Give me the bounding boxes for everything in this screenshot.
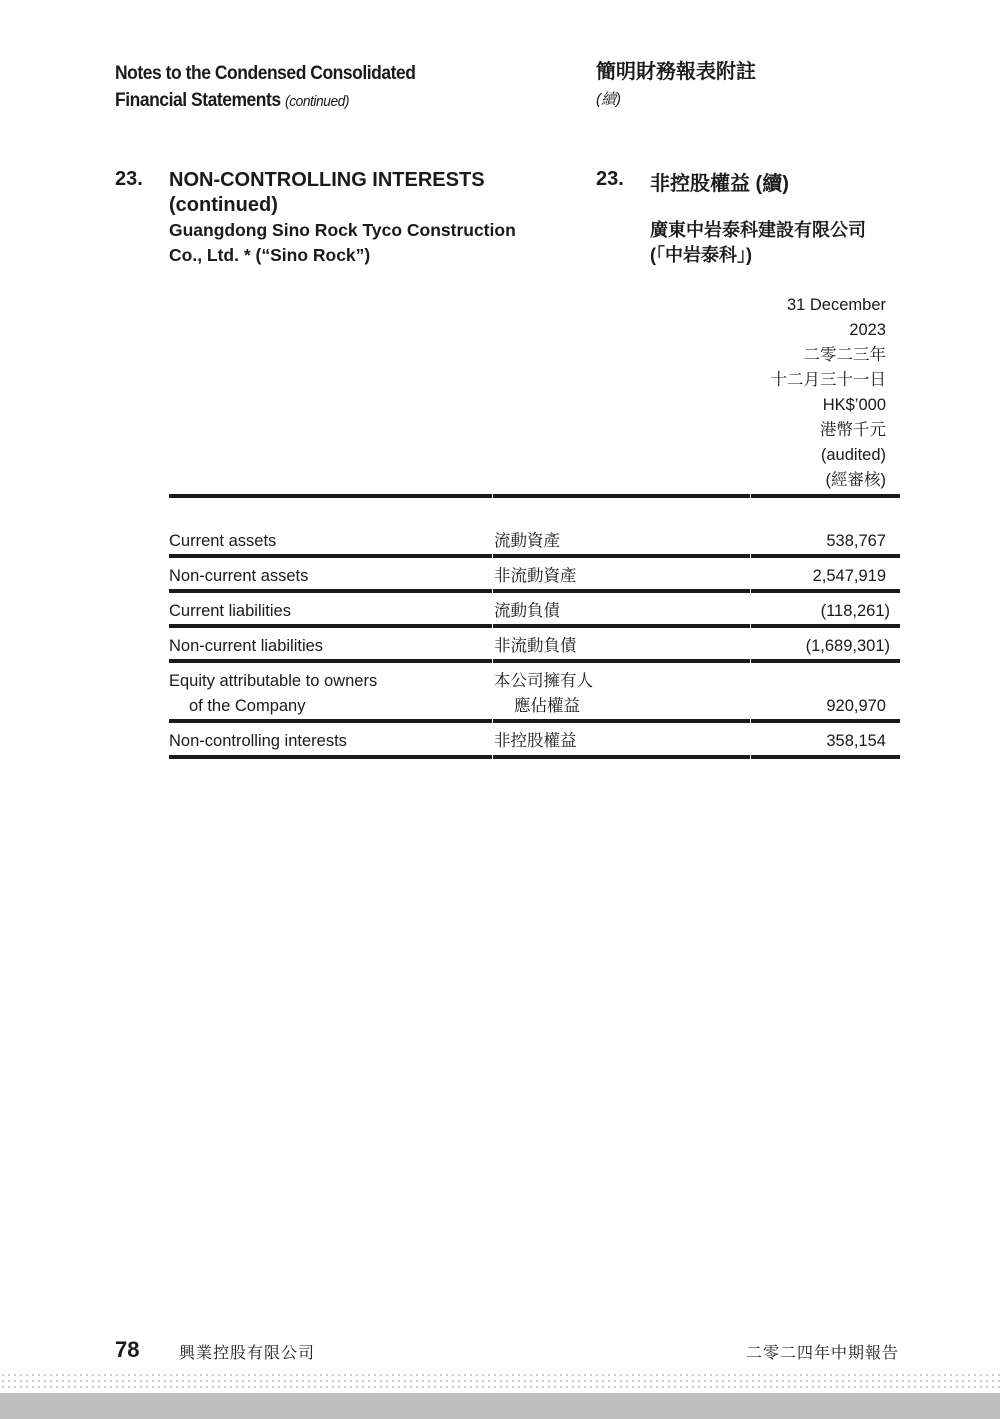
- row-rule: [169, 719, 900, 723]
- row-label-en: [169, 669, 377, 719]
- table-bottom-rule: [169, 755, 900, 759]
- column-separator: [492, 494, 493, 759]
- footer-report-title: 二零二四年中期報告: [745, 1345, 899, 1362]
- row-value: 538,767: [826, 532, 886, 550]
- row-label-en: Non-current assets: [169, 567, 309, 585]
- column-header: [771, 293, 887, 493]
- footer-grey-bar: [0, 1393, 1000, 1419]
- row-label-en: Non-controlling interests: [169, 732, 347, 750]
- column-header-year-en: 2023: [849, 321, 886, 339]
- row-value: 2,547,919: [812, 567, 886, 585]
- header-continued-zh: (續): [596, 91, 621, 108]
- row-rule: [169, 554, 900, 558]
- row-label-zh: 流動資產: [494, 532, 560, 550]
- row-rule: [169, 659, 900, 663]
- row-label-zh: 流動負債: [494, 602, 560, 620]
- column-header-audited-zh: (經審核): [825, 471, 886, 489]
- subsidiary-name-en: [169, 218, 589, 268]
- running-header-en: [115, 60, 415, 115]
- subsidiary-name-zh: [650, 218, 866, 268]
- column-header-year-zh: 二零二三年: [803, 346, 886, 364]
- row-label-zh: [494, 669, 593, 719]
- section-title-line2: (continued): [169, 194, 278, 216]
- row-label-en: Current liabilities: [169, 602, 291, 620]
- footer-dot-pattern: [0, 1372, 1000, 1392]
- row-label-zh: 非流動資產: [494, 567, 577, 585]
- page-number: 78: [115, 1337, 140, 1362]
- subsidiary-en-line2: Co., Ltd. * (“Sino Rock”): [169, 245, 371, 265]
- footer-company-name: 興業控股有限公司: [179, 1345, 316, 1362]
- header-title-line2: Financial Statements: [115, 90, 281, 111]
- row-label-zh-line1: 本公司擁有人: [494, 672, 593, 690]
- column-header-unit-zh: 港幣千元: [820, 421, 886, 439]
- header-title-line1: Notes to the Condensed Consolidated: [115, 63, 416, 84]
- subsidiary-zh-line2: (「中岩泰科」): [650, 245, 752, 265]
- row-rule: [169, 624, 900, 628]
- running-header-zh: [596, 58, 756, 114]
- section-number-en: 23.: [115, 168, 143, 190]
- row-value: (118,261): [820, 602, 890, 620]
- row-value: 920,970: [826, 697, 886, 715]
- section-number-zh: 23.: [596, 168, 624, 190]
- header-title-zh: 簡明財務報表附註: [596, 61, 756, 83]
- column-separator: [750, 494, 751, 759]
- subsidiary-en-line1: Guangdong Sino Rock Tyco Construction: [169, 220, 516, 240]
- row-value: (1,689,301): [805, 637, 890, 655]
- row-label-en-line2: of the Company: [189, 697, 306, 715]
- table-top-rule: [169, 494, 900, 498]
- column-header-date-en: 31 December: [786, 296, 886, 314]
- row-value: 358,154: [826, 732, 886, 750]
- subsidiary-zh-line1: 廣東中岩泰科建設有限公司: [650, 220, 866, 240]
- row-label-zh: 非流動負債: [494, 637, 577, 655]
- header-continued: (continued): [285, 93, 350, 110]
- section-title-line1: NON-CONTROLLING INTERESTS: [169, 169, 485, 191]
- row-label-en: Current assets: [169, 532, 277, 550]
- row-label-zh-line2: 應佔權益: [514, 697, 580, 715]
- row-rule: [169, 589, 900, 593]
- column-header-date-zh: 十二月三十一日: [770, 371, 886, 389]
- section-title-en: [169, 168, 569, 218]
- row-label-zh: 非控股權益: [494, 732, 577, 750]
- section-title-zh: 非控股權益 (續): [650, 173, 789, 195]
- column-header-audited-en: (audited): [820, 446, 886, 464]
- column-header-unit-en: HK$’000: [822, 396, 886, 414]
- row-label-en-line1: Equity attributable to owners: [169, 672, 378, 690]
- row-label-en: Non-current liabilities: [169, 637, 324, 655]
